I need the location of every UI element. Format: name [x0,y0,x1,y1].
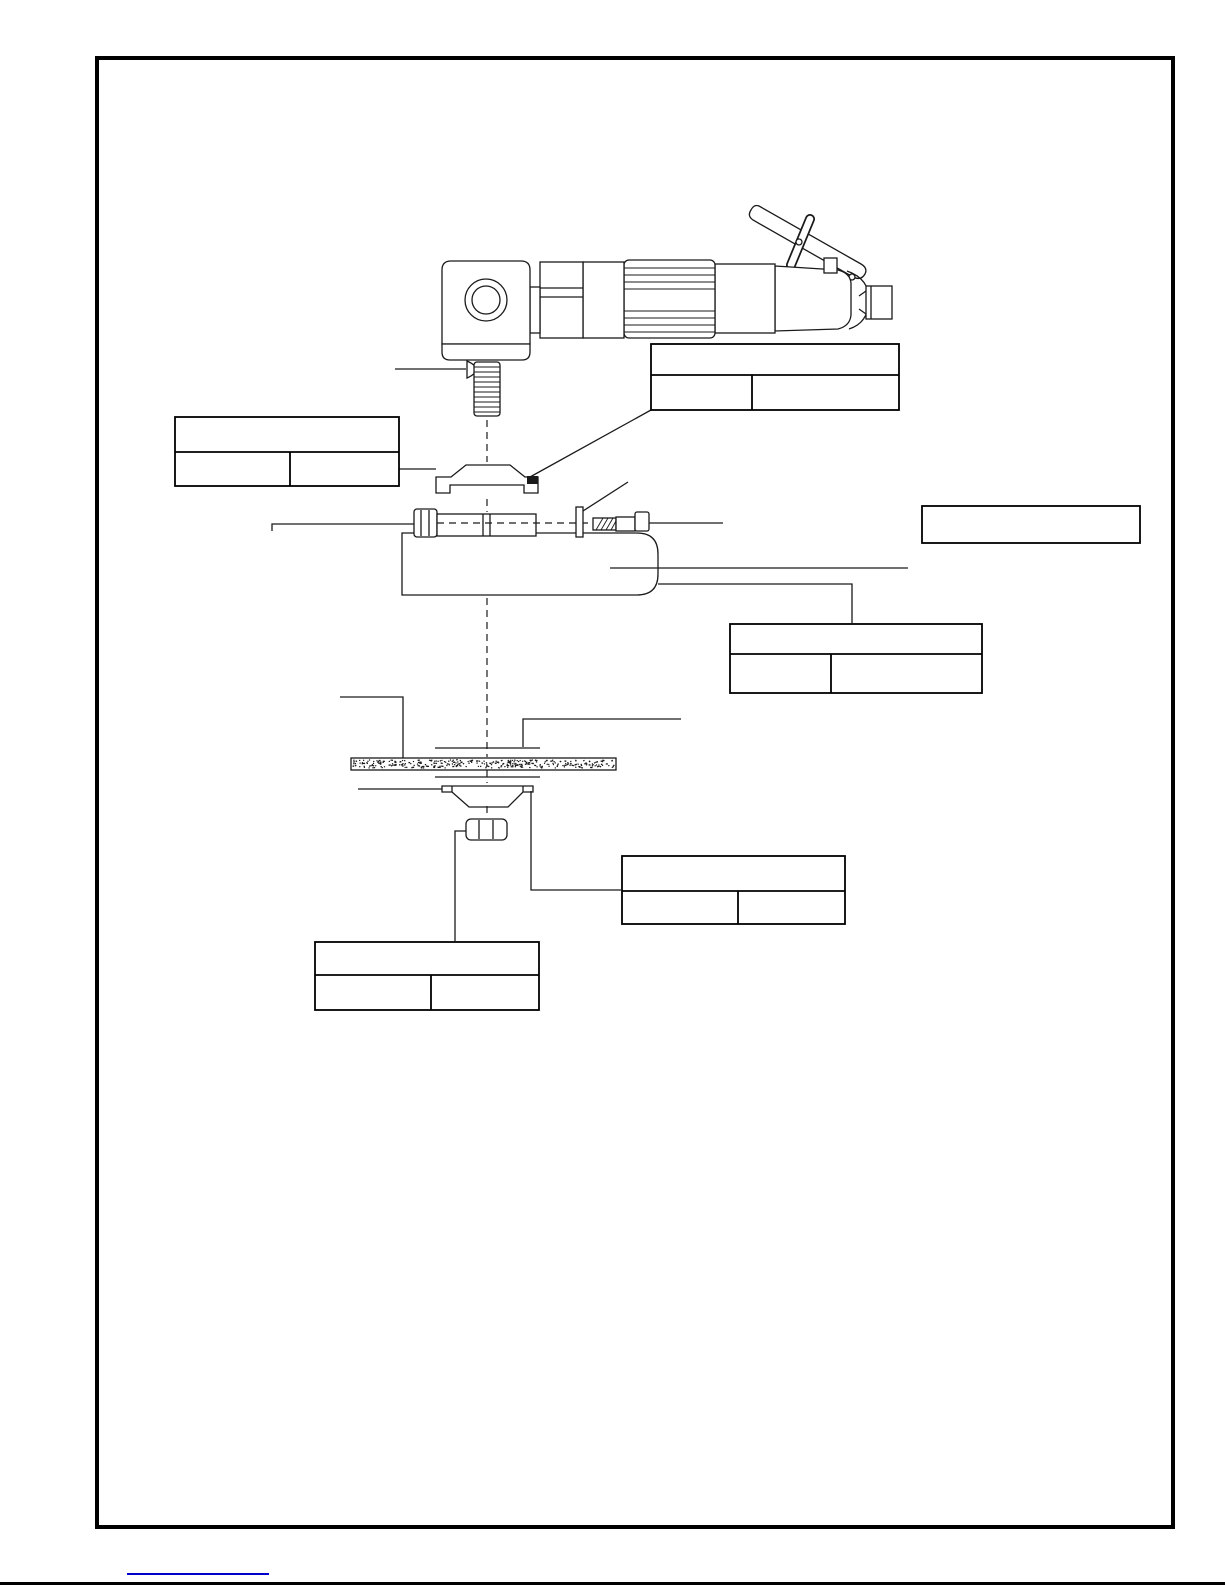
pad-adapter [436,465,538,493]
black-index-marker [527,476,538,484]
callout-box-mid-right [730,624,982,693]
tool-ribbed-grip [624,260,715,338]
spindle-stud-group [467,361,500,416]
spindle-washer [576,507,583,537]
bolt-shank [616,517,635,531]
spindle-housing [402,533,658,595]
leader-washer [583,482,628,511]
bolt-head [635,512,649,531]
leader-spindle-left [272,524,414,531]
lever-rest-bracket [824,258,837,273]
threaded-stud [474,362,500,416]
tool-angle-head [442,261,530,344]
leader-disc-left [340,697,403,758]
tool-rear-section [715,264,775,333]
generated-annotations [175,344,1140,1010]
tool-body-section-1 [540,262,583,338]
tool-rear-taper [775,266,851,331]
air-tool-drawing [442,206,892,361]
tool-neck [530,287,540,333]
backing-pad [442,786,533,807]
leader-black-marker [530,410,651,477]
sanding-disc-grit [352,759,614,768]
callout-box-right [922,506,1140,543]
leader-housing-lower [658,584,852,623]
callout-box-lower-right [622,856,845,924]
leader-disc-right [523,719,681,747]
hyperlink-underline[interactable] [127,1573,269,1575]
regulator-pin [796,239,802,245]
air-inlet-fitting [866,286,892,319]
callout-box-lower-left [315,942,539,1010]
leader-nut [455,831,466,941]
callout-box-top-right [651,344,899,410]
spindle-cylinder [437,514,536,536]
retaining-nut [466,819,507,840]
tool-head-band [442,344,530,360]
disc-stack [351,748,616,840]
inlet-chamfer-bottom [859,309,866,314]
tool-body-section-2 [583,262,624,338]
callout-box-left [175,417,399,486]
pad-adapter-group [436,465,538,493]
spindle-left-nut [414,509,437,537]
inlet-chamfer-top [859,291,866,296]
leader-to-lower-right-box [531,791,621,890]
